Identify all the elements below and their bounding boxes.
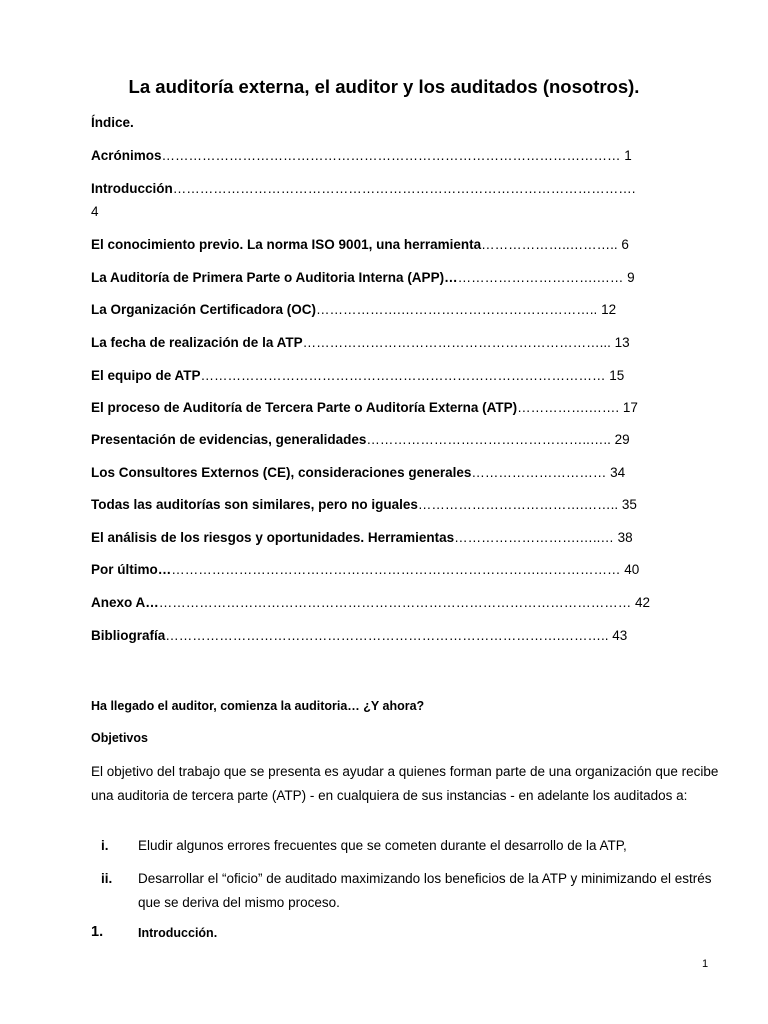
toc-entry-leader: ………………..……….. — [481, 237, 622, 252]
toc-entry[interactable] — [91, 627, 713, 645]
toc-entry[interactable] — [91, 236, 713, 254]
toc-entry-page: 38 — [617, 530, 633, 545]
list-item — [91, 867, 721, 915]
toc-entry-leader: ……………………………….…….. — [417, 497, 622, 512]
toc-entry[interactable] — [91, 367, 713, 385]
toc-entry-leader: …………….……. — [517, 400, 623, 415]
toc-entry-page: 9 — [623, 270, 635, 285]
toc-entry-leader: ……………………………………………………………………………… — [200, 368, 610, 383]
toc-entry-page: 6 — [621, 237, 629, 252]
section-question: Ha llegado el auditor, comienza la auditoria… ¿Y ahora? — [91, 699, 425, 713]
section-number: 1. — [91, 924, 104, 940]
toc-entry-leader: …………………………………………………………………………………………. — [172, 181, 636, 196]
toc-entry-leader: …………………………………………………………………………….……….. — [165, 628, 613, 643]
toc-entry[interactable] — [91, 594, 713, 612]
toc-entry[interactable] — [91, 561, 713, 579]
toc-entry-title: La Auditoría de Primera Parte o Auditoria Interna (APP)… — [91, 270, 458, 285]
list-marker: i. — [101, 838, 109, 853]
toc-entry-page: 29 — [614, 432, 630, 447]
toc-entry-page: 40 — [624, 562, 640, 577]
list-marker: ii. — [101, 871, 113, 886]
toc-entry-title: Los Consultores Externos (CE), consideraciones generales — [91, 465, 472, 480]
toc-entry[interactable] — [91, 180, 713, 198]
toc-entry[interactable] — [91, 147, 713, 165]
toc-entry-leader: …………………………………………………………………………………………… — [158, 595, 636, 610]
toc-entry-title: El proceso de Auditoría de Tercera Parte o Auditoría Externa (ATP) — [91, 400, 518, 415]
toc-entry-leader: ……………………………………………………………………….……………… — [171, 562, 625, 577]
list-item-text: Eludir algunos errores frecuentes que se cometen durante el desarrollo de la ATP, — [138, 838, 627, 853]
toc-entry[interactable] — [91, 269, 713, 287]
toc-entry-page: 43 — [612, 628, 628, 643]
toc-entry-title: Por último… — [91, 562, 172, 577]
toc-entry-title: Presentación de evidencias, generalidades — [91, 432, 367, 447]
toc-entry-page: 35 — [621, 497, 637, 512]
toc-entry-page: 13 — [614, 335, 630, 350]
toc-entry-page: 4 — [91, 204, 99, 219]
toc-entry-title: Introducción — [91, 181, 173, 196]
toc-entry-leader: ……………….…………………………………….. — [316, 302, 602, 317]
toc-entry-title: Bibliografía — [91, 628, 166, 643]
toc-entry-page: 34 — [610, 465, 626, 480]
toc-entry-title: El equipo de ATP — [91, 368, 201, 383]
objectives-paragraph: El objetivo del trabajo que se presenta es ayudar a quienes forman parte de una organización que recibe una auditoria de tercera parte (ATP) - en cualquiera de sus instancias - en adelante los auditados a: — [91, 764, 719, 803]
toc-entry[interactable] — [91, 496, 713, 514]
toc-entry-leader: …………………………………………………………... — [302, 335, 615, 350]
index-heading: Índice. — [91, 115, 134, 130]
toc-entry[interactable] — [91, 334, 713, 352]
toc-entry-leader: ………………………….…… — [457, 270, 624, 285]
toc-entry-title: El conocimiento previo. La norma ISO 9001, una herramienta — [91, 237, 482, 252]
toc-entry-page: 17 — [622, 400, 638, 415]
list-item-text: Desarrollar el “oficio” de auditado maximizando los beneficios de la ATP y minimizando el estrés que se deriva del mismo proceso. — [138, 871, 712, 910]
toc-entry-leader: ……………………….…..… — [454, 530, 618, 545]
toc-entry[interactable] — [91, 301, 713, 319]
section-heading: Introducción. — [138, 926, 218, 940]
toc-entry-title: El análisis de los riesgos y oportunidades. Herramientas — [91, 530, 455, 545]
toc-entry-title: Acrónimos — [91, 148, 162, 163]
toc-entry-leader: …………………………………………..….. — [366, 432, 615, 447]
page-number: 1 — [702, 958, 709, 970]
toc-entry-title: Anexo A… — [91, 595, 159, 610]
toc-entry[interactable] — [91, 399, 713, 417]
toc-entry-page: 15 — [609, 368, 625, 383]
toc-entry-page: 1 — [620, 148, 632, 163]
toc-entry-leader: ………………………… — [471, 465, 611, 480]
toc-entry[interactable] — [91, 464, 713, 482]
toc-entry-title: Todas las auditorías son similares, pero no iguales — [91, 497, 418, 512]
list-item — [91, 834, 721, 858]
toc-entry-leader: ………………………………………………………………………………………… — [161, 148, 621, 163]
toc-entry-title: La fecha de realización de la ATP — [91, 335, 303, 350]
toc-entry[interactable] — [91, 529, 713, 547]
toc-entry-title: La Organización Certificadora (OC) — [91, 302, 317, 317]
document-title: La auditoría externa, el auditor y los auditados (nosotros). — [128, 76, 640, 97]
toc-entry[interactable] — [91, 431, 713, 449]
toc-entry-page: 42 — [635, 595, 651, 610]
objectives-heading: Objetivos — [91, 731, 148, 745]
toc-entry-page: 12 — [601, 302, 617, 317]
